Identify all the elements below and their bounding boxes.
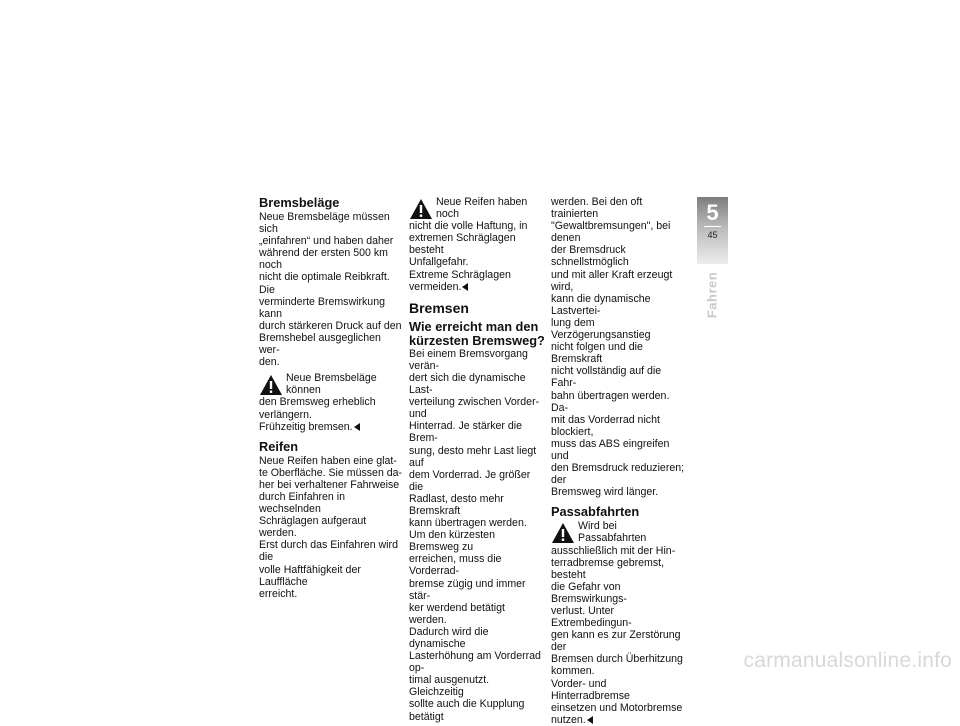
- heading-brake-pads: Bremsbeläge: [259, 195, 340, 210]
- end-of-section-marker-icon: [587, 716, 593, 724]
- column-2: [409, 196, 545, 723]
- warning-triangle-icon: [551, 522, 575, 544]
- end-of-section-marker-icon: [354, 423, 360, 431]
- paragraph-brake-pads: Neue Bremsbeläge müssen sich „einfahren“ und haben daher während der ersten 500 km noch nicht die optimale Reibkraft. Die verminderte Bremswirkung kann durch stärkeren Druck auf den Bremshebel ausgeglichen wer- den.: [259, 211, 402, 369]
- chapter-divider: [704, 226, 721, 227]
- paragraph-braking-continued: werden. Bei den oft trainierten "Gewaltbremsungen", bei denen der Bremsdruck schnellstmöglich und mit aller Kraft erzeugt wird, kann die dynamische Lastvertei- lung dem Verzögerungsanstieg nicht folgen und die Bremskraft nicht vollständig auf die Fahr- bahn übertragen werden. Da- mit das Vorderrad nicht blockiert, muss das ABS eingreifen und den Bremsdruck reduzieren; der Bremsweg wird länger.: [551, 196, 685, 499]
- page-number: 45: [707, 230, 718, 240]
- warning-tyres: [409, 196, 545, 293]
- section-label: Fahren: [704, 271, 720, 319]
- end-of-section-marker-icon: [462, 283, 468, 291]
- heading-tyres: Reifen: [259, 438, 299, 454]
- chapter-tab: [697, 197, 728, 264]
- subheading-shortest-braking-distance: Wie erreicht man den kürzesten Bremsweg?: [409, 318, 545, 348]
- warning-pass-descents: [551, 520, 687, 726]
- paragraph-tyres: Neue Reifen haben eine glat- te Oberfläche. Sie müssen da- her bei verhaltener Fahrweise durch Einfahren in wechselnden Schräglagen aufgeraut werden. Erst durch das Einfahren wird die volle Haftfähigkeit der Lauffläche erreicht.: [259, 454, 403, 600]
- warning-text-brake-pads: Neue Bremsbeläge können den Bremsweg erheblich verlängern. Frühzeitig bremsen.: [259, 372, 377, 433]
- warning-text-pass-descents: Wird bei Passabfahrten ausschließlich mit der Hin- terradbremse gebremst, besteht die Gefahr von Bremswirkungs- verlust. Unter Extrembedingun- gen kann es zur Zerstörung der Bremsen durch Überhitzung kommen. Vorder- und Hinterradbremse einsetzen und Motorbremse nutzen.: [551, 520, 683, 726]
- warning-triangle-icon: [259, 374, 283, 396]
- watermark: carmanualsonline.info: [743, 649, 952, 672]
- warning-brake-pads: [259, 372, 403, 432]
- paragraph-braking: Bei einem Bremsvorgang verän- dert sich die dynamische Last- verteilung zwischen Vorder- und Hinterrad. Je stärker die Brem- sung, desto mehr Last liegt auf dem Vorderrad. Je größer die Radlast, desto mehr Bremskraft kann übertragen werden. Um den kürzesten Bremsweg zu erreichen, muss die Vorderrad- bremse zügig und immer stär- ker werdend betätigt werden. Dadurch wird die dynamische Lasterhöhung am Vorderrad op- timal ausgenutzt. Gleichzeitig sollte auch die Kupplung betätigt: [409, 347, 541, 723]
- heading-braking: Bremsen: [409, 299, 469, 316]
- column-1: [259, 196, 403, 600]
- chapter-number: 5: [706, 200, 719, 225]
- warning-text-tyres: Neue Reifen haben noch nicht die volle Haftung, in extremen Schräglagen besteht Unfallgefahr. Extreme Schräglagen vermeiden.: [409, 196, 528, 293]
- heading-pass-descents: Passabfahrten: [551, 504, 640, 520]
- warning-triangle-icon: [409, 198, 433, 220]
- column-3: [551, 196, 687, 726]
